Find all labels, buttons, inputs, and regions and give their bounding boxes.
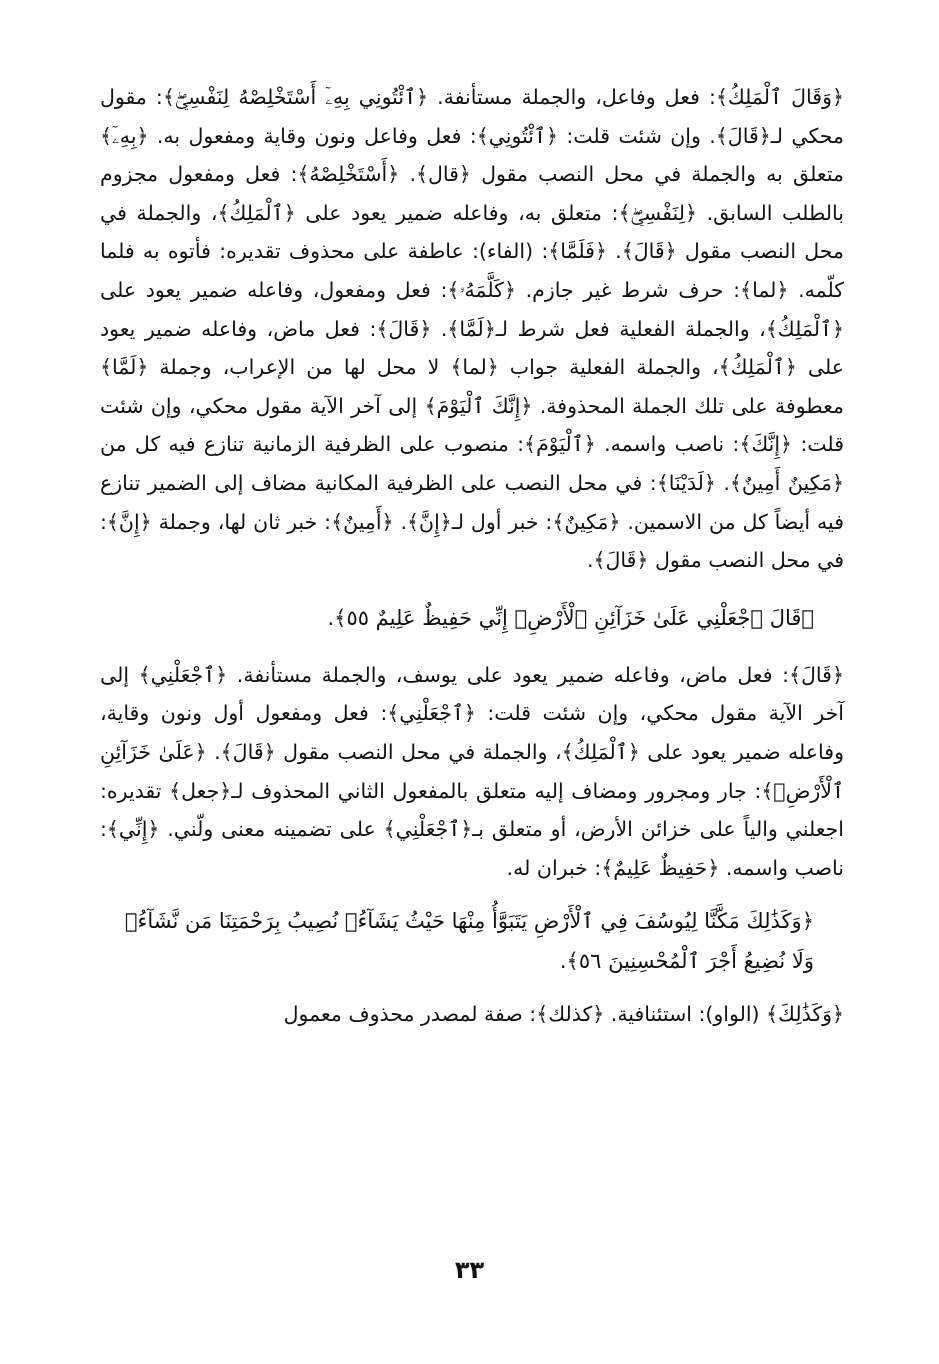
text-paragraph-1: ﴿وَقَالَ ٱلْمَلِكُ﴾: فعل وفاعل، والجملة مستأنفة. ﴿ٱئْتُونِي بِهِۦٓ أَسْتَخْلِصْهُ لِنَفْسِيۖ﴾: مقول محكي لـ﴿قَالَ﴾. وإن شئت قلت: ﴿ٱئْتُونِي﴾: فعل وفاعل ونون وقاية ومفعول به. ﴿بِهِۦٓ﴾ متعلق به والجملة في محل النصب مقول ﴿قال﴾. ﴿أَسْتَخْلِصْهُ﴾: فعل ومفعول مجزوم بالطلب السابق. ﴿لِنَفْسِيۖ﴾: متعلق به، وفاعله ضمير يعود على ﴿ٱلْمَلِكُ﴾، والجملة في محل النصب مقول ﴿قَالَ﴾. ﴿فَلَمَّا﴾: (الفاء): عاطفة على محذوف تقديره: فأتوه به فلما كلّمه. ﴿لما﴾: حرف شرط غير جازم. ﴿كَلَّمَهُۥ﴾: فعل ومفعول، وفاعله ضمير يعود على ﴿ٱلْمَلِكُ﴾، والجملة الفعلية فعل شرط لـ﴿لَمَّا﴾. ﴿قَالَ﴾: فعل ماض، وفاعله ضمير يعود على ﴿ٱلْمَلِكُ﴾، والجملة الفعلية جواب ﴿لما﴾ لا محل لها من الإعراب، وجملة ﴿لَمَّا﴾ معطوفة على تلك الجملة المحذوفة. ﴿إِنَّكَ ٱلْيَوْمَ﴾ إلى آخر الآية مقول محكي، وإن شئت قلت: ﴿إِنَّكَ﴾: ناصب واسمه. ﴿ٱلْيَوْمَ﴾: منصوب على الظرفية الزمانية تنازع فيه كل من ﴿مَكِينٌ أَمِينٌ﴾. ﴿لَدَيْنَا﴾: في محل النصب على الظرفية المكانية مضاف إلى الضمير تنازع فيه أيضاً كل من الاسمين. ﴿مَكِينٌ﴾: خبر أول لـ﴿إِنَّ﴾. ﴿أَمِينٌ﴾: خبر ثان لها، وجملة ﴿إِنَّ﴾: في محل النصب مقول ﴿قَالَ﴾. bbox=[100, 85, 844, 573]
text-paragraph-3: ﴿وَكَذَٰلِكَ﴾ (الواو): استئنافية. ﴿كذلك﴾: صفة لمصدر محذوف معمول bbox=[283, 1002, 844, 1027]
page-number: ٣٣ bbox=[454, 1256, 485, 1284]
page-body bbox=[100, 78, 844, 1034]
text-paragraph-2: ﴿قَالَ﴾: فعل ماض، وفاعله ضمير يعود على يوسف، والجملة مستأنفة. ﴿ٱجْعَلْنِي﴾ إلى آخر الآية مقول محكي، وإن شئت قلت: ﴿ٱجْعَلْنِي﴾: فعل ومفعول أول ونون وقاية، وفاعله ضمير يعود على ﴿ٱلْمَلِكُ﴾، والجملة في محل النصب مقول ﴿قَالَ﴾. ﴿عَلَىٰ خَزَآئِنِ ٱلْأَرْضِۖ﴾: جار ومجرور ومضاف إليه متعلق بالمفعول الثاني المحذوف لـ﴿جعل﴾ تقديره: اجعلني والياً على خزائن الأرض، أو متعلق بـ﴿ٱجْعَلْنِي﴾ على تضمينه معنى ولّني. ﴿إِنِّي﴾: ناصب واسمه. ﴿حَفِيظٌ عَلِيمٌ﴾: خبران له. bbox=[100, 662, 844, 880]
spacer bbox=[100, 887, 844, 901]
quran-verse-55: ﴿قَالَ ٱجْعَلْنِي عَلَىٰ خَزَآئِنِ ٱلْأَرْضِۖ إِنِّي حَفِيظٌ عَلِيمٌ ٥٥﴾. bbox=[327, 605, 814, 630]
spacer bbox=[100, 981, 844, 995]
spacer bbox=[100, 638, 844, 656]
spacer bbox=[100, 580, 844, 598]
quran-verse-56: ﴿وَكَذَٰلِكَ مَكَّنَّا لِيُوسُفَ فِي ٱلْأَرْضِ يَتَبَوَّأُ مِنْهَا حَيْثُ يَشَآءُۚ نُصِيبُ بِرَحْمَتِنَا مَن نَّشَآءُۖ وَلَا نُضِيعُ أَجْرَ ٱلْمُحْسِنِينَ ٥٦﴾. bbox=[124, 909, 814, 974]
